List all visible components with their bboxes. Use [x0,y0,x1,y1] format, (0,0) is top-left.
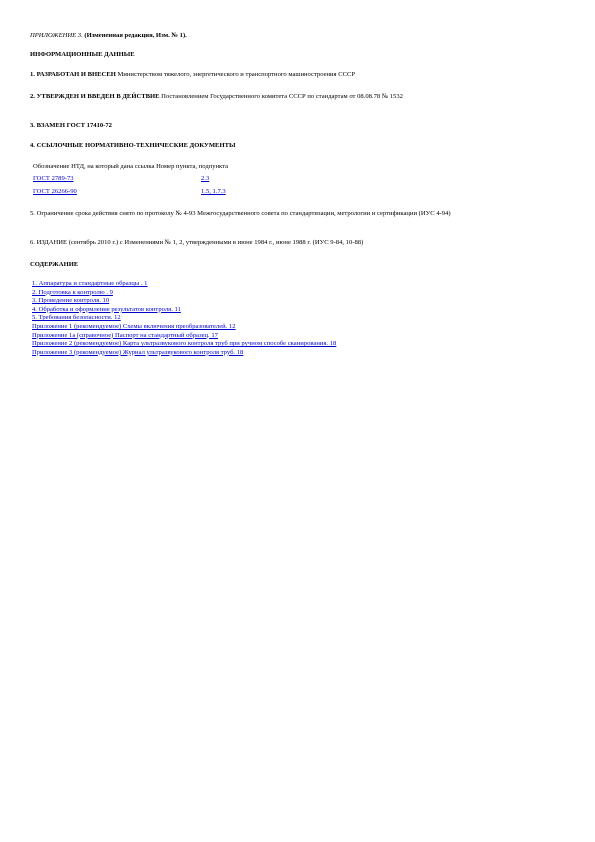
toc-link[interactable]: 4. Обработка и оформление результатов контроля. 11 [32,305,181,313]
appendix-label: ПРИЛОЖЕНИЕ 3. [30,32,83,39]
toc-link[interactable]: Приложение 1а (справочное) Паспорт на стандартный образец. 17 [32,331,218,339]
toc-link[interactable]: Приложение 1 (рекомендуемое) Схемы включения преобразователей. 12 [32,322,236,330]
ref-doc-link[interactable]: ГОСТ 26266-90 [33,188,77,195]
toc-title: СОДЕРЖАНИЕ [30,261,79,268]
info-item-1 [30,71,570,79]
info-item-6: 6. ИЗДАНИЕ (сентябрь 2010 г.) с Изменениями № 1, 2, утвержденными в июне 1984 г., июне 1988 г. (ИУС 9-84, 10-88) [30,239,364,246]
ref-clause-link[interactable]: 1.5, 1.7.3 [201,188,226,195]
info-item-3: 3. ВЗАМЕН ГОСТ 17410-72 [30,122,112,129]
toc-link[interactable]: Приложение 2 (рекомендуемое) Карта ультразвукового контроля труб при ручном способе сканирования. 18 [32,340,337,348]
toc-link[interactable]: 2. Подготовка к контролю . 9 [32,288,113,296]
refs-table-row [33,188,433,198]
info-item-text: Министерством тяжелого, энергетического и транспортного машиностроения СССР [115,71,356,78]
info-item-text: Постановлением Государственного комитета СССР по стандартам от 08.08.78 № 1532 [159,93,403,100]
ref-doc-link[interactable]: ГОСТ 2789-73 [33,175,74,182]
ref-clause-link[interactable]: 2.3 [201,175,210,182]
refs-table-row [33,175,433,185]
toc-link[interactable]: Приложение 3 (рекомендуемое) Журнал ультразвукового контроля труб. 18 [32,348,244,356]
info-item-2 [30,93,555,101]
info-item-lead: 1. РАЗРАБОТАН И ВНЕСЕН [30,71,116,78]
info-item-lead: 2. УТВЕРЖДЕН И ВВЕДЕН В ДЕЙСТВИЕ [30,93,160,100]
toc-link[interactable]: 5. Требования безопасности. 12 [32,314,121,322]
appendix-note [30,32,570,40]
table-of-contents [32,280,362,357]
info-title: ИНФОРМАЦИОННЫЕ ДАННЫЕ [30,51,135,58]
amendment-note: (Измененная редакция, Изм. № 1). [82,32,187,39]
toc-link[interactable]: 3. Проведение контроля. 10 [32,297,110,305]
info-item-4: 4. ССЫЛОЧНЫЕ НОРМАТИВНО-ТЕХНИЧЕСКИЕ ДОКУМЕНТЫ [30,142,236,149]
refs-table-header: Обозначение НТД, на который дана ссылка Номер пункта, подпункта [33,163,229,170]
toc-link[interactable]: 1. Аппаратура и стандартные образцы . 1 [32,280,148,287]
info-item-5: 5. Ограничение срока действия снято по протоколу № 4-93 Межгосударственного совета по стандартизации, метрологии и сертификации (ИУС 4-94) [30,210,451,217]
